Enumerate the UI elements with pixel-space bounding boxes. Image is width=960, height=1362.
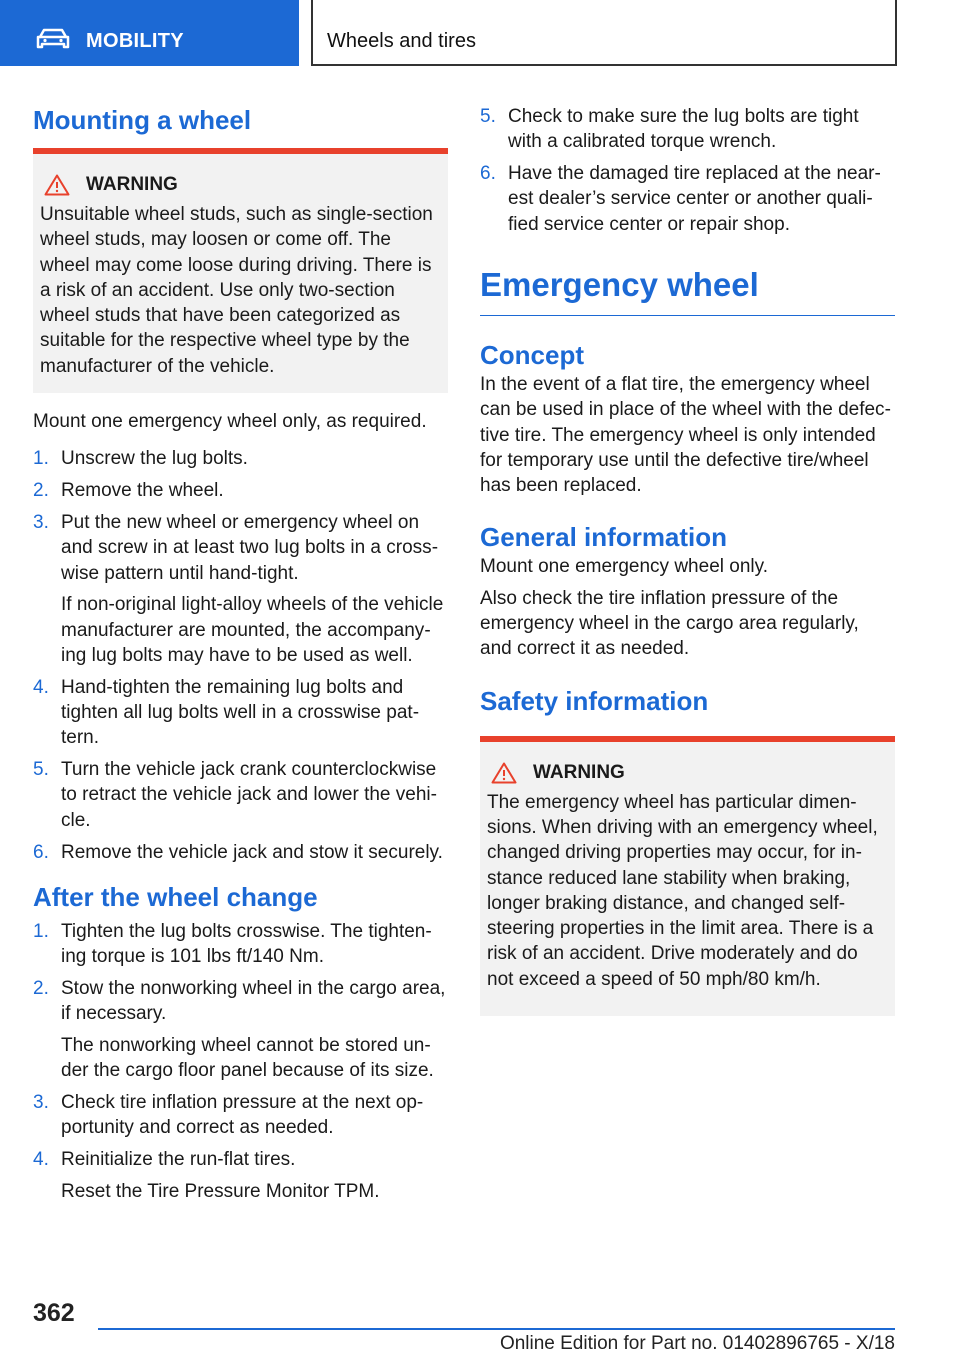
right-column bbox=[480, 100, 895, 1016]
general-text-2: Also check the tire inflation pressure of the emergency wheel in the cargo area regularly, and correct it as needed. bbox=[480, 587, 859, 660]
list-item bbox=[33, 919, 448, 970]
warning-text: The emergency wheel has particular dimensions. When driving with an emergency wheel, changed driving properties may occur, for instance reduced lane stability when braking, longer braking distance, and changed self-steering properties in the limit area. There is a risk of an accident. Drive moderately and do not exceed a speed of 50 mph/80 km/h. bbox=[487, 791, 878, 990]
list-item bbox=[480, 104, 895, 155]
warning-triangle-icon bbox=[491, 762, 517, 784]
list-item bbox=[33, 757, 448, 833]
chapter-title-emergency-wheel: Emergency wheel bbox=[480, 265, 759, 303]
list-item bbox=[33, 446, 448, 471]
chapter-label: Wheels and tires bbox=[327, 30, 476, 52]
warning-box-mounting bbox=[33, 148, 448, 393]
warning-heading bbox=[40, 174, 440, 196]
step-text: Remove the wheel. bbox=[61, 480, 224, 502]
step-text: Hand-tighten the remaining lug bolts and tighten all lug bolts well in a crosswise pattern. bbox=[61, 676, 420, 749]
step-text: Check to make sure the lug bolts are tight with a calibrated torque wrench. bbox=[508, 106, 859, 153]
list-item bbox=[480, 161, 895, 237]
step-subtext: Reset the Tire Pressure Monitor TPM. bbox=[61, 1181, 380, 1202]
section-title-after-change: After the wheel change bbox=[33, 881, 318, 912]
list-item bbox=[33, 840, 448, 865]
section-title-mounting: Mounting a wheel bbox=[33, 105, 252, 135]
list-item bbox=[33, 510, 448, 668]
left-column bbox=[33, 100, 448, 1211]
step-number: 5. bbox=[480, 106, 496, 127]
header-section-tab bbox=[0, 0, 299, 66]
step-number: 6. bbox=[480, 163, 496, 185]
car-icon bbox=[36, 28, 70, 50]
concept-text: In the event of a flat tire, the emergency wheel can be used in place of the wheel with the defective tire. The emergency wheel is only intended for temporary use until the defective tire/wheel has been replaced. bbox=[480, 373, 891, 497]
warning-heading bbox=[487, 762, 887, 784]
step-number: 1. bbox=[33, 448, 49, 470]
general-text-1: Mount one emergency wheel only. bbox=[480, 556, 768, 578]
step-text: Reinitialize the run-flat tires. bbox=[61, 1149, 296, 1171]
step-text: Tighten the lug bolts crosswise. The tightening torque is 101 lbs ft/140 Nm. bbox=[61, 920, 432, 968]
after-change-steps bbox=[33, 919, 448, 1204]
step-number: 2. bbox=[33, 480, 49, 502]
footer-rule bbox=[98, 1328, 895, 1330]
step-text: Unscrew the lug bolts. bbox=[61, 448, 248, 470]
section-title-safety: Safety information bbox=[480, 685, 709, 716]
step-number: 6. bbox=[33, 841, 49, 863]
list-item bbox=[33, 1090, 448, 1141]
list-item bbox=[33, 1147, 448, 1204]
step-text: Turn the vehicle jack crank counterclockwise to retract the vehicle jack and lower the vehicle. bbox=[61, 759, 437, 831]
step-number: 1. bbox=[33, 920, 49, 942]
section-title-general: General information bbox=[480, 522, 728, 553]
step-number: 5. bbox=[33, 759, 49, 781]
list-item bbox=[33, 675, 448, 751]
list-item bbox=[33, 478, 448, 503]
step-subtext: If non-original light-alloy wheels of the vehicle manufacturer are mounted, the accompanying lug bolts may have to be used as well. bbox=[61, 594, 444, 666]
warning-box-safety bbox=[480, 736, 895, 1016]
footer-edition: Online Edition for Part no. 01402896765 - X/18 bbox=[499, 1333, 895, 1354]
section-label: MOBILITY bbox=[86, 30, 184, 52]
list-item bbox=[33, 976, 448, 1084]
step-number: 3. bbox=[33, 511, 49, 533]
continued-steps bbox=[480, 104, 895, 237]
step-text: Check tire inflation pressure at the next opportunity and correct as needed. bbox=[61, 1092, 424, 1139]
warning-label: WARNING bbox=[533, 761, 625, 783]
step-number: 4. bbox=[33, 1149, 49, 1171]
warning-triangle-icon bbox=[44, 174, 70, 196]
warning-label: WARNING bbox=[86, 174, 178, 195]
section-title-concept: Concept bbox=[480, 339, 584, 370]
step-text: Have the damaged tire replaced at the nearest dealer’s service center or another qualified service center or repair shop. bbox=[508, 163, 881, 235]
step-text: Remove the vehicle jack and stow it securely. bbox=[61, 841, 443, 863]
step-number: 4. bbox=[33, 676, 49, 698]
header-chapter bbox=[311, 0, 897, 66]
mounting-steps bbox=[33, 446, 448, 864]
step-number: 2. bbox=[33, 977, 49, 999]
intro-text: Mount one emergency wheel only, as required. bbox=[33, 411, 427, 433]
step-text: Stow the nonworking wheel in the cargo area, if necessary. bbox=[61, 977, 446, 1025]
page-number: 362 bbox=[33, 1299, 75, 1327]
step-number: 3. bbox=[33, 1092, 49, 1114]
step-subtext: The nonworking wheel cannot be stored under the cargo floor panel because of its size. bbox=[61, 1035, 434, 1082]
title-underline bbox=[480, 315, 895, 316]
step-text: Put the new wheel or emergency wheel on and screw in at least two lug bolts in a crosswise pattern until hand-tight. bbox=[61, 511, 439, 584]
warning-text: Unsuitable wheel studs, such as single-section wheel studs, may loosen or come off. The wheel may come loose during driving. There is a risk of an accident. Use only two-section wheel studs that have been categorized as suitable for the respective wheel type by the manufacturer of the vehicle. bbox=[40, 204, 433, 377]
